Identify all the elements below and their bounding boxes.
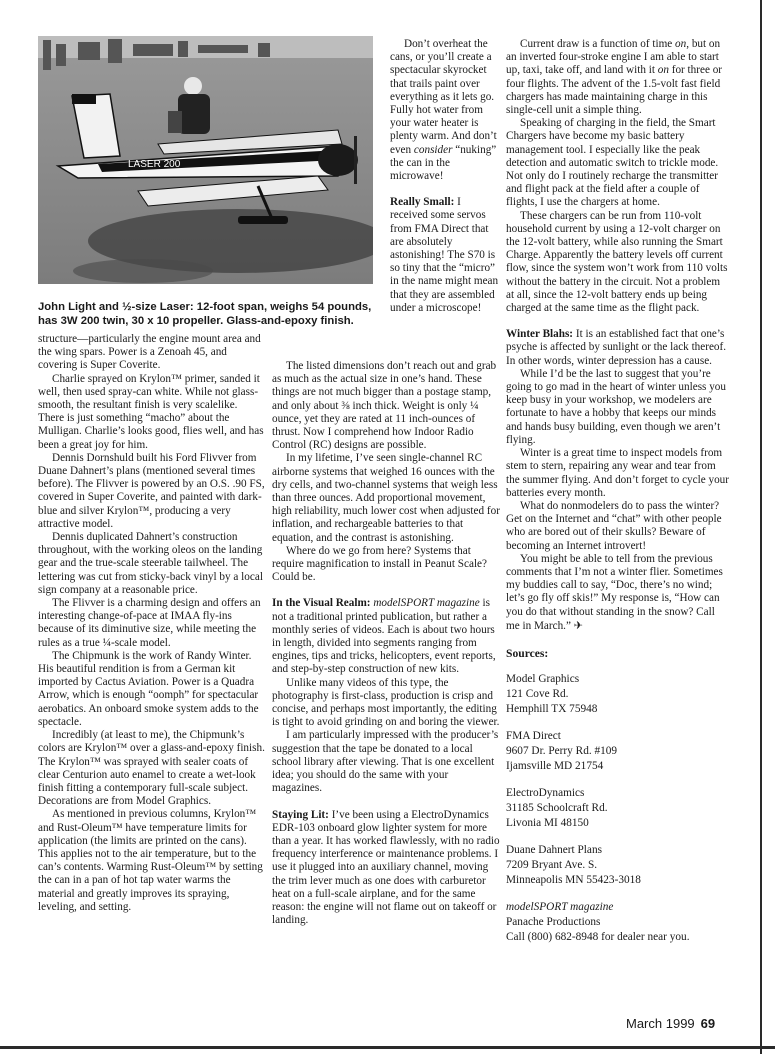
source-entry: FMA Direct 9607 Dr. Perry Rd. #109 Ijamsville MD 21754 bbox=[506, 730, 618, 773]
column-1 bbox=[38, 333, 266, 914]
col2-staying-lit: Staying Lit: I’ve been using a ElectroDynamics EDR-103 onboard glow lighter system for more than a year. It has worked flawlessly, with no radio frequency interference or maintenance problems. I use it plugged into an auxiliary channel, moving the trim lever much as one does with carburetor heat on a full-scale airplane, and for the same reason: the engine will not flame out on takeoff or landing. bbox=[272, 808, 500, 927]
winter-blahs-heading: Winter Blahs: bbox=[506, 328, 574, 341]
visual-realm-heading: In the Visual Realm: bbox=[272, 597, 371, 610]
issue-date: March 1999 bbox=[626, 1016, 695, 1031]
col2-paragraph-overheat: Don’t overheat the cans, or you’ll create a spectacular skyrocket that trails paint over everything as it lets go. Fully hot water from your water heater is plenty warm. And don’t even consider “nuking” the can in the microwave! bbox=[390, 38, 497, 183]
source-entry: Model Graphics 121 Cove Rd. Hemphill TX 75948 bbox=[506, 673, 598, 716]
col1-paragraph: Incredibly (at least to me), the Chipmunk’s colors are Krylon™ over a glass-and-epoxy finish. The Krylon™ was sprayed with sealer coats of clear Centurion auto enamel to create a wet-look finish fitting a contemporary full-scale subject. Decorations are from Model Graphics. bbox=[38, 729, 265, 808]
page-footer bbox=[626, 1016, 715, 1031]
sources-heading: Sources: bbox=[506, 646, 549, 660]
end-mark-icon: ✈ bbox=[573, 618, 583, 632]
column-2-lower bbox=[272, 360, 500, 927]
col1-paragraph: Charlie sprayed on Krylon™ primer, sanded it well, then used spray-can white. While not glass-smooth, the resultant finish is very scalelike. There is just something “macho” about the Mulligan. Charlie’s looks good, flies well, and has been a great joy for him. bbox=[38, 372, 264, 451]
airplane-photo-illustration bbox=[38, 36, 373, 284]
col3-paragraph: While I’d be the last to suggest that you’re going to go mad in the heart of winter unless you keep busy in your workshop, we modelers are fortunate to have a hobby that keeps our minds and hands busy building, even though we aren’t flying. bbox=[506, 367, 726, 446]
col2-paragraph: The listed dimensions don’t reach out and grab as much as the actual size in one’s hand. These things are not much bigger than a postage stamp, and only about ⅜ inch thick. Weight is only ¼ ounce, yet they are rated at 11 inch-ounces of thrust. Now I comprehend how Indoor Radio Control (RC) designs are possible. bbox=[272, 360, 497, 452]
staying-lit-heading: Staying Lit: bbox=[272, 808, 329, 821]
col2-visual-realm: In the Visual Realm: modelSPORT magazine is not a traditional printed publication, but rather a monthly series of videos. Each is about two hours in length, divided into segments ranging from engines, tips and tricks, helicopters, event reports, and step-by-step construction of new kits. bbox=[272, 597, 496, 676]
column-2-upper bbox=[390, 38, 500, 315]
source-entry: ElectroDynamics 31185 Schoolcraft Rd. Livonia MI 48150 bbox=[506, 787, 608, 830]
page-border-bottom bbox=[0, 1046, 775, 1049]
col3-paragraph-current: Current draw is a function of time on, but on an inverted four-stroke engine I am able to start up, taxi, take off, and land with it on for three or four flights. The advent of the 1.5-volt fast field chargers has made maintaining charge in this single-cell unit a simple thing. bbox=[506, 38, 723, 117]
col1-paragraph: Dennis duplicated Dahnert’s construction throughout, with the working oleos on the landing gear and the true-scale steerable tailwheel. The lettering was cut from sticky-back vinyl by a local sign company at a reasonable price. bbox=[38, 531, 263, 596]
col2-paragraph: Unlike many videos of this type, the photography is first-class, production is crisp and concise, and perhaps most importantly, the editing is tight to avoid grinding on and boring the viewer. bbox=[272, 676, 500, 729]
plane-lettering: LASER 200 bbox=[128, 159, 181, 170]
col1-paragraph: structure—particularly the engine mount area and the wing spars. Power is a Zenoah 45, and covering is Super Coverite. bbox=[38, 333, 261, 372]
really-small-heading: Really Small: bbox=[390, 196, 455, 209]
col1-paragraph: Dennis Dornshuld built his Ford Flivver from Duane Dahnert’s plans (mentioned several times before). The Flivver is powered by an O.S. .90 FS, covered in Super Coverite, and painted with dark-blue and silver Krylon™, producing a very attractive model. bbox=[38, 451, 265, 530]
page-border-right bbox=[760, 0, 762, 1054]
col3-paragraph: These chargers can be run from 110-volt household current by using a 12-volt charger on the 12-volt battery, while also running the Smart Charge. Apparently the battery levels off current flow, since the system won’t work from 110 volts without the battery in the circuit. Not a problem at all, since the 12-volt battery ends up being charged at the same time as the flight pack. bbox=[506, 209, 728, 315]
photo-caption: John Light and ½-size Laser: 12-foot span, weighs 54 pounds, has 3W 200 twin, 30 x 10 propeller. Glass-and-epoxy finish. bbox=[38, 301, 372, 327]
col1-paragraph: The Chipmunk is the work of Randy Winter. His beautiful rendition is from a German kit imported by Cactus Aviation. Power is a Quadra Arrow, which is enough “oomph” for spectacular aerobatics. An onboard smoke system adds to the spectacle. bbox=[38, 649, 259, 728]
col2-paragraph: I am particularly impressed with the producer’s suggestion that the tape be donated to a local school library after viewing. That is one excellent idea; you should do the same with your magazines. bbox=[272, 729, 499, 795]
col1-paragraph: The Flivver is a charming design and offers an interesting change-of-pace at IMAA fly-ins because of its diminutive size, while meeting the rules as a true ¼-scale model. bbox=[38, 597, 261, 649]
col2-really-small: Really Small: I received some servos from FMA Direct that are absolutely astonishing! The S70 is so tiny that the “micro” in the name might mean that they are assembled under a microscope! bbox=[390, 196, 499, 314]
col3-winter-blahs: Winter Blahs: It is an established fact that one’s psyche is affected by sunlight or the lack thereof. In other words, winter depression has a cause. bbox=[506, 328, 727, 367]
column-3 bbox=[506, 38, 730, 945]
col2-paragraph: Where do we go from here? Systems that require magnification to install in Peanut Scale? Could be. bbox=[272, 544, 487, 584]
airplane-photo bbox=[38, 36, 373, 284]
source-entry: modelSPORT magazine Panache Productions Call (800) 682-8948 for dealer near you. bbox=[506, 901, 690, 944]
source-entry: Duane Dahnert Plans 7209 Bryant Ave. S. Minneapolis MN 55423-3018 bbox=[506, 844, 641, 887]
col3-paragraph: What do nonmodelers do to pass the winter? Get on the Internet and “chat” with other people who are bored out of their skulls? Beware of becoming an Internet introvert! bbox=[506, 499, 722, 552]
col1-paragraph: As mentioned in previous columns, Krylon™ and Rust-Oleum™ have temperature limits for application (the limits are printed on the cans). This applies not to the air temperature, but to the can’s contents. Warming Rust-Oleum™ by setting the can in a pan of hot tap water warms the material and greatly improves its spraying, leveling, and setting. bbox=[38, 808, 263, 913]
col2-paragraph: In my lifetime, I’ve seen single-channel RC airborne systems that weighed 16 ounces with the dry cells, and two-channel systems that weigh less than three ounces. Add proportional movement, high reliability, much lower cost when adjusted for inflation, and rechargeable batteries to that equation, and the contrast is astonishing. bbox=[272, 452, 500, 544]
page-number: 69 bbox=[700, 1016, 716, 1031]
col3-paragraph: Speaking of charging in the field, the Smart Chargers have become my basic battery management tool. I especially like the peak detection and automatic switch to trickle mode. Not only do I routinely recharge the transmitter and flight pack at the field after a couple of flights, I use the chargers at home. bbox=[506, 117, 719, 209]
col3-paragraph-last: You might be able to tell from the previous comments that I’m not a winter flier. Sometimes my buddies call to say, “Doc, there’s no wind; let’s go fly off skis!” My response is, “How can you do that without standing in the snow? Call me in March.” ✈ bbox=[506, 552, 723, 632]
col3-paragraph: Winter is a great time to inspect models from stem to stern, repairing any wear and tear from the summer flying. And don’t forget to cycle your batteries every month. bbox=[506, 447, 729, 499]
